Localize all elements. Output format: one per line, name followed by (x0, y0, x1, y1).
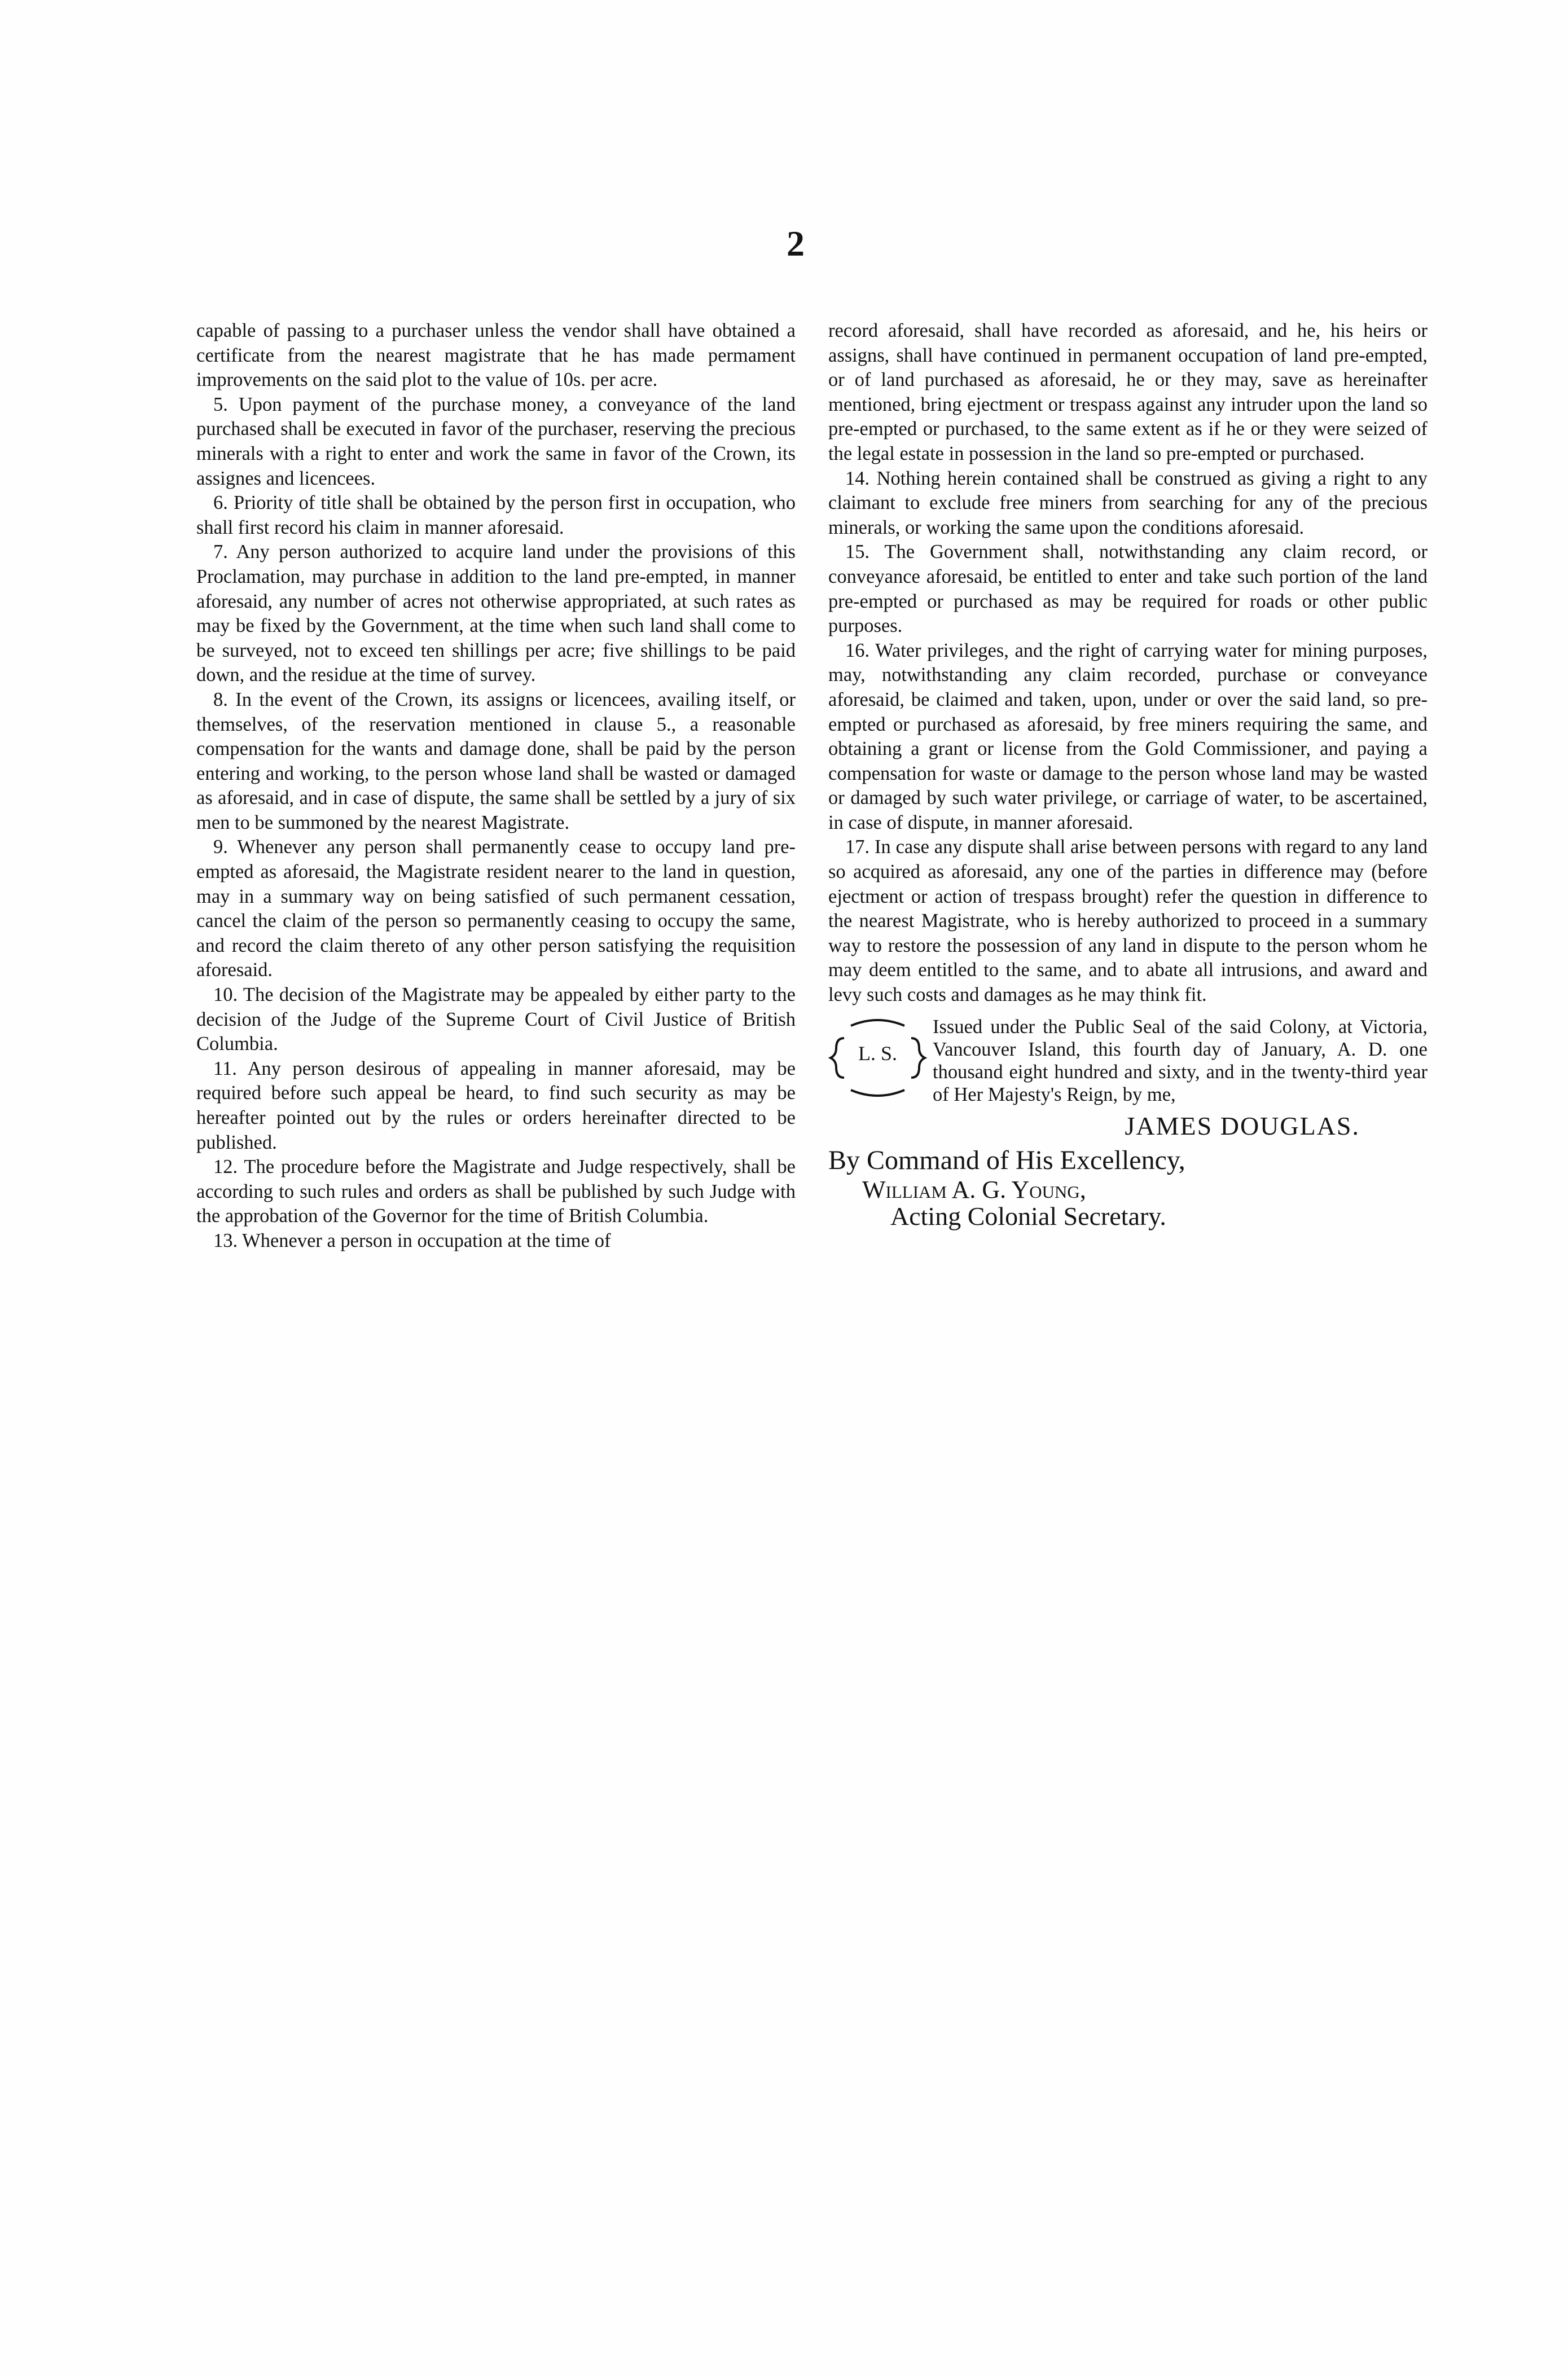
secretary-name: William A. G. Young, (862, 1175, 1086, 1203)
left-para-8: 12. The procedure before the Magistrate and Judge respectively, shall be according to such rules and orders as shall be published by such Judge with the approbation of the Governor for the time of British Columbia. (196, 1156, 796, 1227)
left-para-9: 13. Whenever a person in occupation at the time of (213, 1229, 611, 1251)
governor-signature: JAMES DOUGLAS. (1125, 1111, 1360, 1140)
command-line: By Command of His Excellency, (828, 1145, 1185, 1176)
right-column (828, 319, 1428, 1229)
right-para-0: record aforesaid, shall have recorded as aforesaid, and he, his heirs or assigns, shall have continued in permanent occupation of land pre-empted, or of land purchased as aforesaid, he or they may, save as hereinafter mentioned, bring ejectment or trespass against any intruder upon the land so pre-empted or purchased, to the same extent as if he or they were seized of the legal estate in possession in the land so pre-empted or purchased. (828, 320, 1428, 464)
left-para-3: 7. Any person authorized to acquire land under the provisions of this Proclamation, may purchase in addition to the land pre-empted, in manner aforesaid, any number of acres not otherwise appropriated, at such rates as may be fixed by the Government, at the time when such land shall come to be surveyed, not to exceed ten shillings per acre; five shillings to be paid down, and the residue at the time of survey. (196, 541, 796, 686)
left-para-6: 10. The decision of the Magistrate may be appealed by either party to the decision of the Judge of the Supreme Court of Civil Justice of British Columbia. (196, 984, 796, 1055)
secretary-title: Acting Colonial Secretary. (890, 1202, 1166, 1231)
seal-label: L. S. (858, 1042, 897, 1065)
left-para-5: 9. Whenever any person shall permanently cease to occupy land pre-empted as aforesaid, the Magistrate resident nearer to the land in question, may in a summary way on being satisfied of such permanent cessation, cancel the claim of the person so permanently ceasing to occupy the same, and record the claim thereto of any other person satisfying the requisition aforesaid. (196, 836, 796, 981)
left-para-4: 8. In the event of the Crown, its assigns or licencees, availing itself, or themselves, of the reservation mentioned in clause 5., a reasonable compensation for the wants and damage done, shall be paid by the person entering and working, to the person whose land shall be wasted or damaged as aforesaid, and in case of dispute, the same shall be settled by a jury of six men to be summoned by the nearest Magistrate. (196, 688, 796, 833)
right-para-3: 16. Water privileges, and the right of carrying water for mining purposes, may, notwithstanding any claim recorded, purchase or conveyance aforesaid, be claimed and taken, upon, under or over the said land, so pre-empted or purchased as aforesaid, by free miners requiring the same, and obtaining a grant or license from the Gold Commissioner, and paying a compensation for waste or damage to the person whose land may be wasted or damaged by such water privilege, or carriage of water, to be ascertained, in case of dispute, in manner aforesaid. (828, 639, 1428, 833)
left-para-1: 5. Upon payment of the purchase money, a conveyance of the land purchased shall be executed in favor of the purchaser, reserving the precious minerals with a right to enter and work the same in favor of the Crown, its assignes and licencees. (196, 393, 796, 489)
right-para-4: 17. In case any dispute shall arise between persons with regard to any land so acquired as aforesaid, any one of the parties in difference may (before ejectment or action of trespass brought) refer the question in difference to the nearest Magistrate, who is hereby authorized to proceed in a summary way to restore the possession of any land in dispute to the person whom he may deem entitled to the same, and to abate all intrusions, and award and levy such costs and damages as he may think fit. (828, 836, 1428, 1006)
left-para-7: 11. Any person desirous of appealing in manner aforesaid, may be required before such appeal be heard, to find such security as may be hereafter pointed out by the rules or orders hereinafter directed to be published. (196, 1057, 796, 1153)
left-column (196, 319, 796, 1254)
left-para-0: capable of passing to a purchaser unless the vendor shall have obtained a certificate from the nearest magistrate that he has made permament improvements on the said plot to the value of 10s. per acre. (196, 320, 796, 391)
right-para-1: 14. Nothing herein contained shall be construed as giving a right to any claimant to exclude free miners from searching for any of the precious minerals, or working the same upon the conditions aforesaid. (828, 467, 1428, 538)
right-para-2: 15. The Government shall, notwithstanding any claim record, or conveyance aforesaid, be entitled to enter and take such portion of the land pre-empted or purchased as may be required for roads or other public purposes. (828, 541, 1428, 637)
left-para-2: 6. Priority of title shall be obtained by the person first in occupation, who shall first record his claim in manner aforesaid. (196, 492, 796, 538)
page-number: 2 (787, 223, 805, 263)
seal-block (828, 1016, 1428, 1106)
issued-text: Issued under the Public Seal of the said Colony, at Victoria, Vancouver Island, this fourth day of January, A. D. one thousand eight hundred and sixty, and in the twenty-third year of Her Majesty's Reign, by me, (933, 1016, 1428, 1105)
seal-mark (828, 1016, 927, 1100)
